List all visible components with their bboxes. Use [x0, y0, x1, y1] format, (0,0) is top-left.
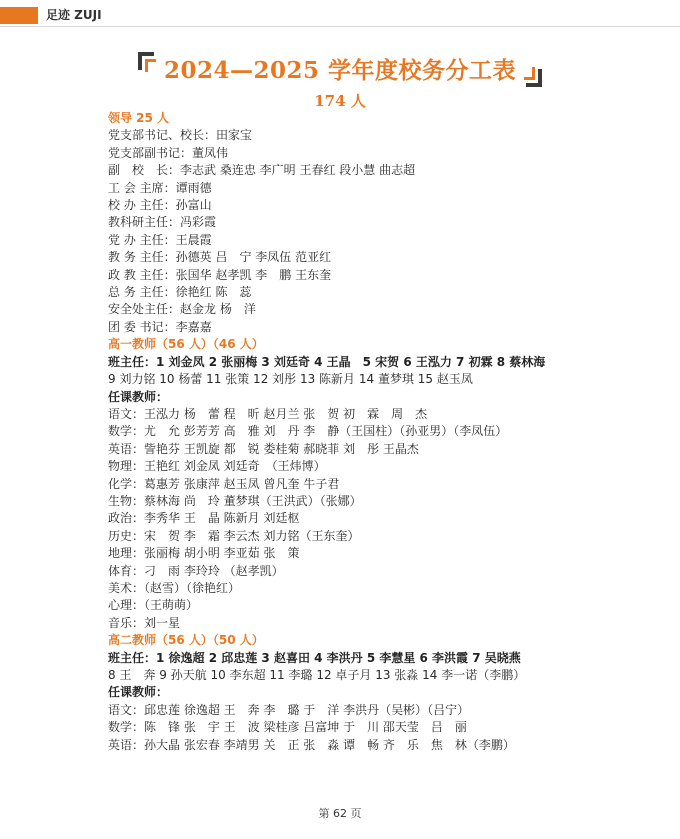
text-line: 语文：王泓力 杨 蕾 程 昕 赵月兰 张 贺 初 霖 周 杰	[108, 406, 428, 421]
title-block	[0, 52, 680, 85]
document-body	[108, 110, 668, 754]
text-line: 党支部副书记：董凤伟	[108, 145, 229, 160]
corner-bracket-icon-right	[526, 69, 542, 87]
text-line: 美术：（赵雪）（徐艳红）	[108, 580, 241, 595]
text-line: 校 办 主任：孙富山	[108, 198, 212, 213]
text-line: 政治：李秀华 王 晶 陈新月 刘廷枢	[108, 511, 300, 526]
text-line: 历史：宋 贺 李 霜 李云杰 刘力铭（王东奎）	[108, 528, 360, 543]
text-line: 团 委 书记：李嘉嘉	[108, 319, 212, 334]
text-line: 语文：邱忠莲 徐逸超 王 奔 李 璐 于 洋 李洪丹（吴彬）（吕宁）	[108, 702, 470, 717]
text-line: 9 刘力铭 10 杨蕾 11 张策 12 刘彤 13 陈新月 14 董梦琪 15 赵玉凤	[108, 372, 473, 387]
section-heading: 高二教师（56 人）（50 人）	[108, 633, 264, 648]
page-header	[0, 0, 680, 30]
text-line: 英语：訾艳芬 王凯旋 都 锐 娄桂菊 郝晓菲 刘 彤 王晶杰	[108, 441, 419, 456]
text-line: 体育：刁 雨 李玲玲 （赵孝凯）	[108, 563, 284, 578]
text-line: 副 校 长：李志武 桑连忠 李广明 王春红 段小慧 曲志超	[108, 163, 416, 178]
header-brand: 足迹 ZUJI	[46, 8, 102, 22]
text-line: 数学：陈 锋 张 宇 王 波 梁桂彦 吕富坤 于 川 邵天莹 吕 丽	[108, 720, 467, 735]
header-divider	[0, 26, 680, 27]
text-line: 英语：孙大晶 张宏春 李靖男 关 正 张 淼 谭 畅 齐 乐 焦 林（李鹏）	[108, 737, 515, 752]
page-number: 第 62 页	[318, 807, 362, 820]
text-line: 音乐：刘一星	[108, 615, 181, 630]
header-accent-tab	[0, 7, 38, 24]
page-subtitle: 174 人	[314, 92, 366, 110]
text-line: 安全处主任：赵金龙 杨 洋	[108, 302, 256, 317]
text-line: 化学：葛惠芳 张康萍 赵玉凤 曾凡奎 牛子君	[108, 476, 340, 491]
text-line: 党支部书记、校长：田家宝	[108, 128, 253, 143]
text-line: 班主任：1 徐逸超 2 邱忠莲 3 赵喜田 4 李洪丹 5 李慧星 6 李洪霞 7 吴晓燕	[108, 650, 521, 665]
text-line: 心理：（王萌萌）	[108, 598, 199, 613]
text-line: 党 办 主任：王晨霞	[108, 232, 212, 247]
text-line: 8 王 奔 9 孙天航 10 李东超 11 李璐 12 卓子月 13 张淼 14 李一诺（李鹏）	[108, 668, 526, 682]
text-line: 地理：张丽梅 胡小明 李亚茹 张 策	[108, 546, 300, 561]
text-line: 数学：尤 允 彭芳芳 高 雅 刘 丹 李 静（王国柱）（孙亚男）（李凤伍）	[108, 424, 508, 439]
section-heading: 高一教师（56 人）（46 人）	[108, 337, 264, 352]
text-line: 生物：蔡林海 尚 玲 董梦琪（王洪武）（张娜）	[108, 493, 362, 508]
text-line: 班主任：1 刘金凤 2 张丽梅 3 刘廷奇 4 王晶 5 宋贺 6 王泓力 7 初霖 8 蔡林海	[108, 354, 546, 369]
text-line: 任课教师：	[108, 685, 169, 700]
text-line: 教科研主任：冯彩霞	[108, 215, 217, 230]
page-title-text: 2024—2025 学年度校务分工表	[163, 57, 517, 84]
corner-bracket-icon-left	[138, 52, 154, 70]
text-line: 教 务 主任：孙德英 吕 宁 李凤伍 范亚红	[108, 250, 332, 265]
text-line: 工 会 主席：谭雨德	[108, 180, 212, 195]
text-line: 任课教师：	[108, 389, 169, 404]
page-title	[138, 52, 542, 85]
text-line: 物理：王艳红 刘金凤 刘廷奇 （王炜博）	[108, 459, 326, 474]
text-line: 政 教 主任：张国华 赵孝凯 李 鹏 王东奎	[108, 267, 332, 282]
text-line: 总 务 主任：徐艳红 陈 蕊	[108, 285, 252, 300]
section-heading: 领导 25 人	[108, 111, 170, 125]
